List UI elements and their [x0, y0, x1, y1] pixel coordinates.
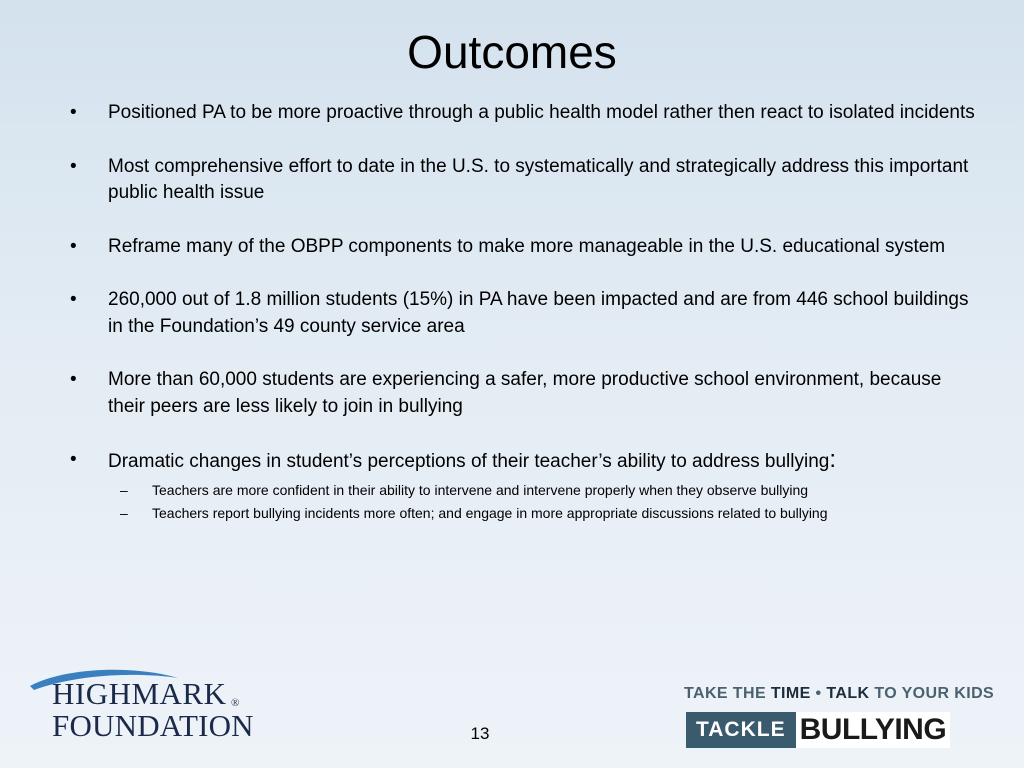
- bullet-marker: •: [70, 369, 77, 390]
- tagline-time: TIME: [770, 685, 811, 702]
- bullet-item: [70, 367, 980, 420]
- sub-bullet-marker: –: [120, 504, 128, 521]
- sub-bullet-text: Teachers are more confident in their ability to intervene and intervene properly when they observe bullying: [152, 481, 809, 498]
- bullet-marker: •: [70, 289, 77, 310]
- bullet-item: [70, 234, 980, 261]
- bullet-text: 260,000 out of 1.8 million students (15%) in PA have been impacted and are from 446 school buildings in the Foundation’s 49 county service area: [108, 289, 969, 337]
- tagline-part: TAKE THE: [684, 685, 771, 702]
- tagline-part: TO YOUR KIDS: [869, 685, 995, 702]
- bullet-item: [70, 287, 980, 340]
- sub-bullet-marker: –: [120, 481, 128, 498]
- slide-title: Outcomes: [407, 26, 617, 78]
- bullet-text: Dramatic changes in student’s perceptions of their teacher’s ability to address bullying: [108, 451, 830, 472]
- bullet-marker: •: [70, 102, 77, 123]
- logo-line-highmark: HIGHMARK: [52, 676, 227, 711]
- bullet-item: [70, 100, 980, 127]
- sub-bullet-text: Teachers report bullying incidents more often; and engage in more appropriate discussions related to bullying: [152, 504, 828, 521]
- highmark-foundation-logo: [28, 668, 273, 740]
- bullet-text: Most comprehensive effort to date in the U.S. to systematically and strategically address this important public health issue: [108, 155, 969, 203]
- bullet-item: [70, 154, 980, 207]
- tackle-label: TACKLE: [686, 712, 796, 748]
- sub-bullet-item: [108, 503, 980, 523]
- tackle-bullying-logo: [686, 712, 998, 748]
- bullet-marker: •: [70, 155, 77, 177]
- bullet-marker: •: [70, 449, 77, 470]
- bullet-marker: •: [70, 235, 77, 257]
- bullet-text: Positioned PA to be more proactive through a public health model rather then react to isolated incidents: [108, 102, 975, 123]
- bullet-text: More than 60,000 students are experiencing a safer, more productive school environment, because their peers are less likely to join in bullying: [108, 369, 942, 417]
- tackle-bullying-tagline: [684, 685, 1004, 703]
- bullet-item: [70, 447, 980, 476]
- page-number: 13: [470, 724, 490, 743]
- bullet-colon: :: [829, 446, 837, 473]
- tagline-talk: TALK: [826, 685, 870, 702]
- sub-bullet-item: [108, 480, 980, 500]
- tagline-separator: •: [810, 685, 827, 702]
- bullet-text: Reframe many of the OBPP components to make more manageable in the U.S. educational system: [108, 235, 946, 257]
- logo-registered: ®: [231, 697, 240, 709]
- bullet-list: [70, 100, 980, 526]
- logo-line-foundation: FOUNDATION: [52, 708, 254, 740]
- bullying-label: BULLYING: [796, 712, 951, 748]
